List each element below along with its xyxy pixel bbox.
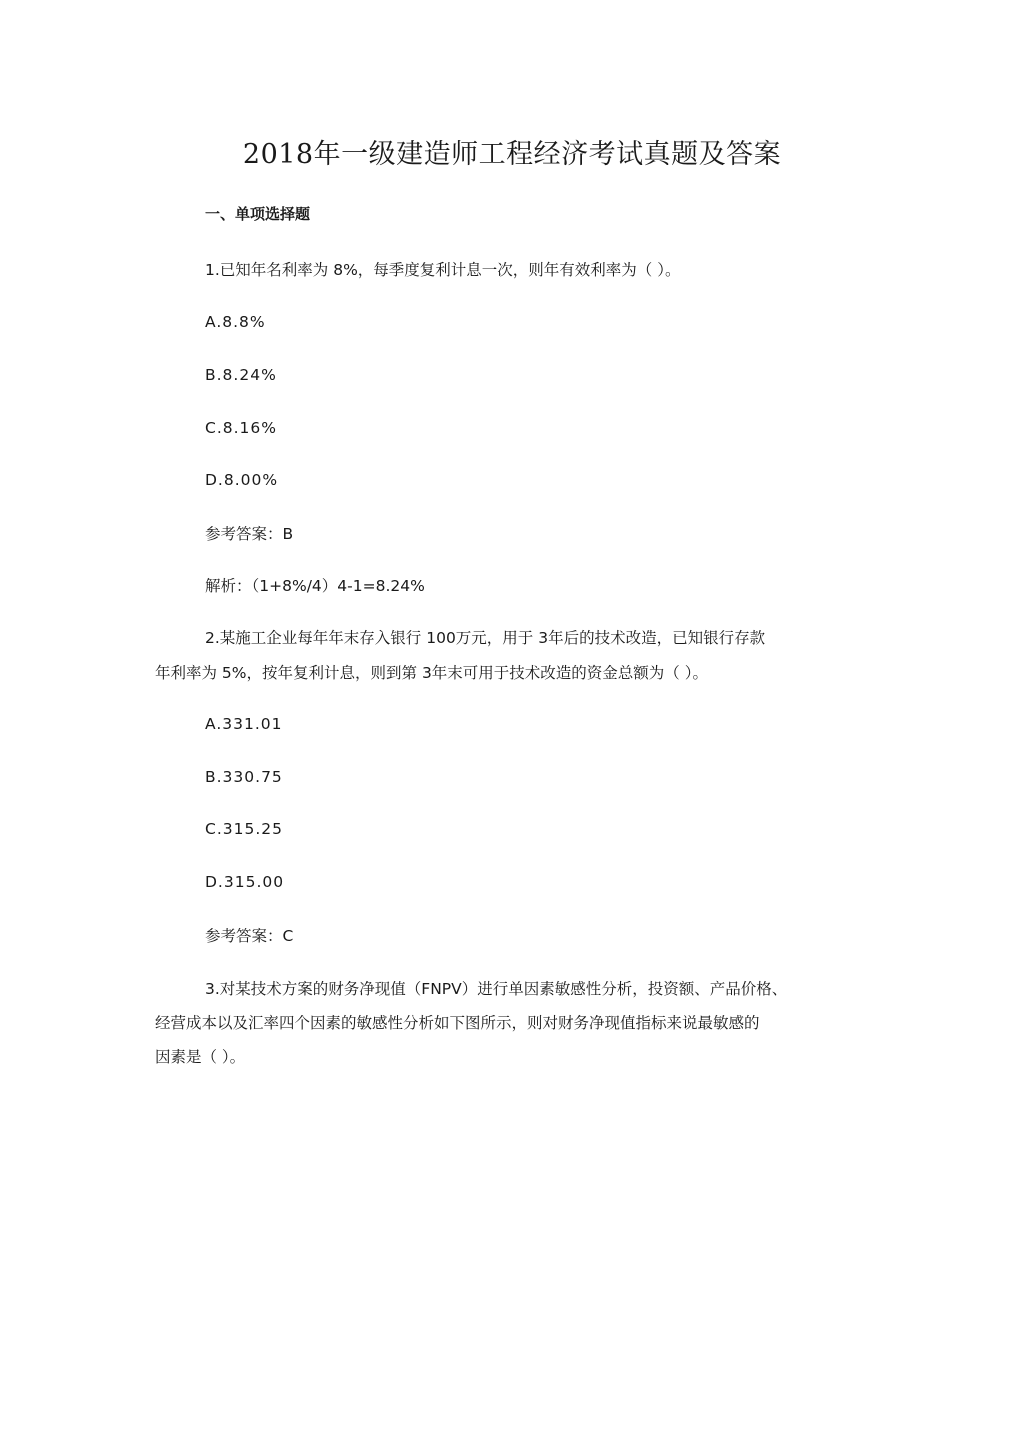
question-2-stem-line-2: 年利率为 5%，按年复利计息，则到第 3年末可用于技术改造的资金总额为（ ）。 [155,664,708,682]
question-1-option-a: A.8.8% [205,313,266,331]
question-3-stem-line-1: 3.对某技术方案的财务净现值（FNPV）进行单因素敏感性分析，投资额、产品价格、 [205,980,788,998]
question-2-option-b: B.330.75 [205,768,283,786]
question-1-option-c: C.8.16% [205,419,277,437]
question-3-stem-line-2: 经营成本以及汇率四个因素的敏感性分析如下图所示，则对财务净现值指标来说最敏感的 [155,1014,760,1032]
question-2-option-c: C.315.25 [205,820,283,838]
question-2-option-a: A.331.01 [205,715,283,733]
question-2-answer: 参考答案：C [205,927,294,945]
question-1-stem: 1.已知年名利率为 8%，每季度复利计息一次，则年有效利率为（ ）。 [205,261,681,279]
question-1-analysis: 解析：（1+8%/4）4-1=8.24% [205,577,425,595]
question-1-option-d: D.8.00% [205,471,279,489]
question-1-option-b: B.8.24% [205,366,277,384]
question-1-answer: 参考答案：B [205,525,294,543]
question-2-stem-line-1: 2.某施工企业每年年末存入银行 100万元，用于 3年后的技术改造，已知银行存款 [205,629,766,647]
question-3-stem-line-3: 因素是（ ）。 [155,1048,246,1066]
document-title: 2018年一级建造师工程经济考试真题及答案 [242,139,782,170]
question-2-option-d: D.315.00 [205,873,285,891]
section-heading: 一、单项选择题 [205,205,311,223]
